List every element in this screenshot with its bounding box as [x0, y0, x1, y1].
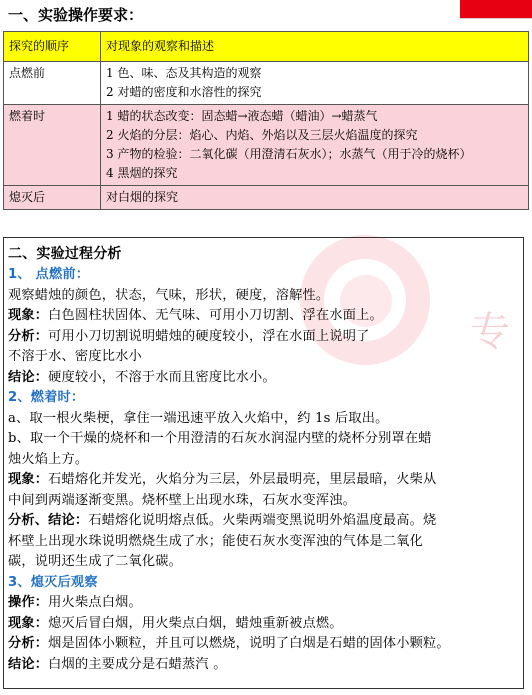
row-item: 对白烟的探究	[106, 190, 179, 204]
paragraph: 观察蜡烛的颜色，状态，气味，形状，硬度，溶解性。	[8, 287, 330, 303]
corner-divider	[460, 18, 532, 19]
text: 白烟的主要成分是石蜡蒸汽 。	[48, 656, 227, 672]
paragraph: 中间到两端逐渐变黑。烧杯壁上出现水珠，石灰水变浑浊。	[8, 492, 357, 508]
subheading-burning: 2、燃着时：	[8, 390, 85, 405]
paragraph: 杯壁上出现水珠说明燃烧生成了水；能使石灰水变浑浊的气体是二氧化	[8, 533, 424, 549]
watermark-char: 专	[470, 309, 510, 355]
paragraph	[8, 470, 526, 491]
text: 熄灭后冒白烟，用火柴点白烟，蜡烛重新被点燃。	[48, 615, 343, 631]
row-item: 2 对蜡的密度和水溶性的探究	[106, 85, 262, 99]
table-header-row	[4, 32, 529, 62]
row-items	[101, 186, 529, 210]
row-label: 燃着时	[4, 105, 101, 186]
label: 分析：	[8, 636, 49, 651]
row-item: 1 色、味、态及其构造的观察	[106, 66, 262, 80]
label: 操作：	[8, 595, 49, 610]
label: 结论：	[8, 369, 49, 385]
text: 白色圆柱状固体、无气味、可用小刀切割、浮在水面上。	[48, 308, 383, 323]
row-item: 4 黑烟的探究	[106, 166, 178, 180]
table-header-order: 探究的顺序	[4, 32, 101, 62]
section-title-requirements: 一、实验操作要求：	[8, 6, 144, 24]
paragraph	[8, 306, 526, 327]
text: 烟是固体小颗粒，并且可以燃烧，说明了白烟是石蜡的固体小颗粒。	[48, 636, 450, 651]
label: 分析、结论：	[8, 513, 89, 528]
paragraph	[8, 327, 526, 348]
row-item: 1 蜡的状态改变：固态蜡→液态蜡（蜡油）→蜡蒸气	[106, 109, 378, 123]
text: 石蜡熔化并发光，火焰分为三层，外层最明亮，里层最暗，火柴从	[48, 472, 437, 487]
text: 用火柴点白烟。	[48, 595, 142, 610]
paragraph: 碳，说明还生成了二氧化碳。	[8, 554, 183, 569]
label: 现象：	[8, 472, 49, 487]
label: 结论：	[8, 656, 49, 672]
analysis-section	[8, 244, 526, 675]
paragraph	[8, 593, 526, 614]
subheading-before: 1、 点燃前：	[8, 267, 90, 282]
paragraph	[8, 634, 526, 655]
corner-red-block	[460, 0, 532, 18]
row-items	[101, 105, 529, 186]
paragraph: b、取一个干燥的烧杯和一个用澄清的石灰水润湿内壁的烧杯分别罩在蜡	[8, 431, 432, 446]
table-row-after	[4, 186, 529, 210]
paragraph: 不溶于水、密度比水小	[8, 349, 142, 364]
paragraph	[8, 511, 526, 532]
text: 石蜡熔化说明熔点低。火柴两端变黑说明外焰温度最高。烧	[88, 513, 437, 528]
row-item: 3 产物的检验：二氧化碳（用澄清石灰水）；水蒸气（用于冷的烧杯）	[106, 147, 472, 161]
table-row-before	[4, 62, 529, 105]
table-header-observation: 对现象的观察和描述	[101, 32, 529, 62]
label: 现象：	[8, 308, 49, 323]
label: 分析：	[8, 328, 49, 344]
paragraph	[8, 614, 526, 635]
subheading-after: 3、熄灭后观察	[8, 574, 98, 590]
paragraph: a、取一根火柴梗，拿住一端迅速平放入火焰中，约 1s 后取出。	[8, 410, 389, 426]
row-label: 点燃前	[4, 62, 101, 105]
paragraph	[8, 655, 526, 676]
label: 现象：	[8, 615, 49, 631]
table-row-burning	[4, 105, 529, 186]
text: 硬度较小，不溶于水而且密度比水小。	[48, 369, 276, 385]
paragraph: 烛火焰上方。	[8, 451, 89, 467]
paragraph	[8, 368, 526, 389]
text: 可用小刀切割说明蜡烛的硬度较小，浮在水面上说明了	[48, 328, 370, 344]
section-title-analysis: 二、实验过程分析	[8, 246, 122, 262]
row-label: 熄灭后	[4, 186, 101, 210]
row-item: 2 火焰的分层：焰心、内焰、外焰以及三层火焰温度的探究	[106, 128, 418, 142]
row-items	[101, 62, 529, 105]
requirements-table	[3, 31, 529, 210]
